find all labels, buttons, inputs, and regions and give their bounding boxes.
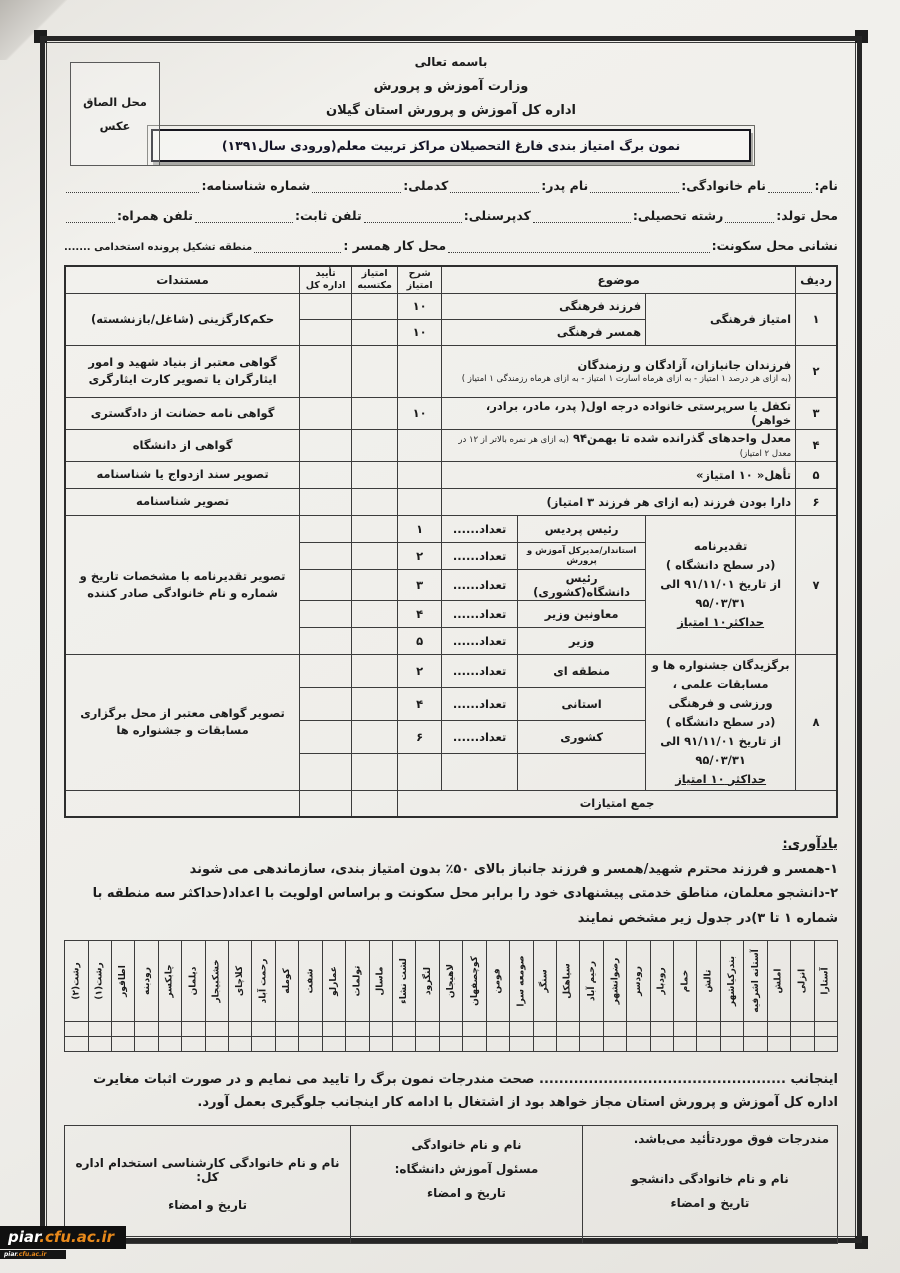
form-title-box — [151, 129, 751, 162]
region-cell: رودبار — [650, 940, 673, 1021]
table-row-6 — [65, 488, 837, 515]
region-cell: کومله — [275, 940, 298, 1021]
confirmation-note: مندرجات فوق موردتأئید می‌باشد. — [633, 1131, 829, 1146]
score-value: ۵ — [398, 627, 442, 654]
region-cell: رودسر — [627, 940, 650, 1021]
approval-blank — [300, 687, 352, 720]
field-label-mobile: تلفن همراه: — [117, 208, 193, 223]
form-title: نمون برگ امتیاز بندی فارغ التحصیلان مراکز تربیت معلم(ورودی سال۱۳۹۱) — [221, 138, 681, 153]
university-officer-label: مسئول آموزش دانشگاه: — [394, 1161, 539, 1176]
count-field: تعداد...... — [442, 600, 518, 627]
score-value: ۱۰ — [398, 293, 442, 319]
bismillah-text: باسمه تعالی — [414, 55, 488, 69]
region-cell: دیلمان — [182, 940, 205, 1021]
table-row-7a — [65, 515, 837, 542]
score-value: ۲ — [398, 654, 442, 687]
declaration-text: اینجانب .................................................. صحت مندرجات نمون برگ را تایید می نمایم و در صورت اثبات مغایرت اداره کل آموزش و پرورش استان مجاز خواهد بود از اشتغال با ادامه کار اینجانب جلوگیری بعمل آورد. — [93, 1071, 838, 1111]
earned-score-blank — [352, 293, 398, 319]
count-field: تعداد...... — [442, 515, 518, 542]
blank-line — [448, 239, 710, 253]
ministry-name: وزارت آموزش و پرورش — [373, 79, 529, 94]
letterhead — [64, 48, 838, 117]
approval-blank — [300, 654, 352, 687]
field-label-id-number: شماره شناسنامه: — [201, 178, 311, 193]
info-line-3 — [64, 238, 838, 253]
region-cell: رشت(۱) — [88, 940, 111, 1021]
col-header-approval: تأیید اداره کل — [300, 266, 352, 293]
region-cell: عمارلو — [322, 940, 345, 1021]
region-cell: تولمات — [346, 940, 369, 1021]
topic-commendation: تقدیرنامه (در سطح دانشگاه ) از تاریخ ۹۱/۱۱/۰۱ الی ۹۵/۰۳/۳۱ حداکثر۱۰ امتیاز — [646, 515, 796, 654]
info-line-1 — [64, 178, 838, 193]
table-row-5 — [65, 461, 837, 488]
earned-score-blank — [352, 429, 398, 461]
col-header-row: ردیف — [796, 266, 837, 293]
score-value: ۴ — [398, 600, 442, 627]
col-header-documents: مستندات — [65, 266, 300, 293]
region-priority-row-2 — [65, 1036, 838, 1051]
field-label-national-id: کدملی: — [403, 178, 449, 193]
reminder-section — [64, 832, 838, 932]
university-signature-label: تاریخ و امضاء — [427, 1185, 506, 1200]
reminder-heading: یادآوری: — [782, 836, 838, 853]
earned-score-blank — [352, 542, 398, 569]
personal-info-section — [64, 178, 838, 253]
col-header-subject: موضوع — [442, 266, 796, 293]
score-value: ۲ — [398, 542, 442, 569]
commendation-issuer: رئیس دانشگاه(کشوری) — [518, 569, 646, 600]
earned-score-blank — [352, 345, 398, 397]
table-row-total — [65, 790, 837, 817]
total-score-label: جمع امتیازات — [398, 790, 837, 817]
level-blank — [518, 753, 646, 790]
student-name-label: نام و نام خانوادگی دانشجو — [631, 1171, 789, 1186]
documents-cell: گواهی نامه حضانت از دادگستری — [65, 397, 300, 429]
field-label-spouse-work: محل کار همسر : — [343, 238, 447, 253]
topic-children: دارا بودن فرزند (به ازای هر فرزند ۳ امتیاز) — [442, 488, 796, 515]
region-cell: لنگرود — [416, 940, 439, 1021]
blank-line — [66, 209, 115, 223]
region-cell: رحمت آباد — [252, 940, 275, 1021]
region-cell: رودبنه — [135, 940, 158, 1021]
blank-line — [254, 239, 341, 253]
region-priority-row-1 — [65, 1021, 838, 1036]
commendation-issuer: رئیس پردیس — [518, 515, 646, 542]
score-value: ۱ — [398, 515, 442, 542]
score-value: ۶ — [398, 720, 442, 753]
region-cell: آستارا — [814, 940, 837, 1021]
region-cell: ماسال — [369, 940, 392, 1021]
university-name-label: نام و نام خانوادگی — [411, 1137, 522, 1152]
score-blank — [398, 753, 442, 790]
approval-blank — [300, 345, 352, 397]
approval-blank — [300, 600, 352, 627]
photo-box-label-1: محل الصاق — [83, 95, 147, 109]
approval-blank — [300, 542, 352, 569]
blank-line — [590, 179, 679, 193]
blank-line — [312, 179, 401, 193]
blank-line — [768, 179, 812, 193]
commendation-issuer: وزیر — [518, 627, 646, 654]
field-label-birthplace: محل تولد: — [776, 208, 838, 223]
documents-cell: گواهی از دانشگاه — [65, 429, 300, 461]
count-field: تعداد...... — [442, 542, 518, 569]
region-cell: فومن — [486, 940, 509, 1021]
student-signature-label: تاریخ و امضاء — [670, 1195, 750, 1210]
approval-blank — [300, 569, 352, 600]
row-number: ۴ — [796, 429, 837, 461]
approval-blank — [300, 461, 352, 488]
region-cell: چابکسر — [158, 940, 181, 1021]
topic-cultural-score: امتیاز فرهنگی — [646, 293, 796, 345]
region-cell: بندرکیاشهر — [720, 940, 743, 1021]
documents-cell: تصویر گواهی معتبر از محل برگزاری مسابقات و جشنواره ها — [65, 654, 300, 790]
count-field: تعداد...... — [442, 627, 518, 654]
topic-gpa: معدل واحدهای گذرانده شده تا بهمن۹۴ (به ازای هر نمره بالاتر از ۱۲ در معدل ۲ امتیاز) — [442, 429, 796, 461]
competition-level: استانی — [518, 687, 646, 720]
score-blank — [398, 488, 442, 515]
watermark-sub: piar.cfu.ac.ir — [0, 1250, 66, 1259]
row-number: ۲ — [796, 345, 837, 397]
field-label-major: رشته تحصیلی: — [632, 208, 724, 223]
region-cell: رضوانشهر — [603, 940, 626, 1021]
earned-score-blank — [352, 461, 398, 488]
topic-note: (به ازای هر نمره بالاتر از ۱۲ در معدل ۲ امتیاز) — [458, 435, 792, 460]
blank-line — [450, 179, 539, 193]
documents-cell: تصویر سند ازدواج یا شناسنامه — [65, 461, 300, 488]
score-blank — [398, 429, 442, 461]
row-number: ۵ — [796, 461, 837, 488]
approval-blank — [300, 627, 352, 654]
count-field: تعداد...... — [442, 654, 518, 687]
approval-blank — [300, 397, 352, 429]
approval-blank — [300, 790, 352, 817]
row-number: ۸ — [796, 654, 837, 790]
competition-level: کشوری — [518, 720, 646, 753]
score-value: ۳ — [398, 569, 442, 600]
topic-veterans-children: فرزندان جانبازان، آزادگان و رزمندگان (به ازای هر درصد ۱ امتیاز - به ازای هرماه اسارت ۱ امتیاز - به ازای هرماه رزمندگی ۱ امتیاز ) — [442, 345, 796, 397]
earned-score-blank — [352, 569, 398, 600]
photo-attach-box — [70, 62, 160, 166]
region-cell: کلاچای — [229, 940, 252, 1021]
blank-line — [725, 209, 774, 223]
count-field: تعداد...... — [442, 569, 518, 600]
region-table — [64, 940, 838, 1052]
blank-line — [364, 209, 462, 223]
region-cell: لاهیجان — [439, 940, 462, 1021]
table-row-1a — [65, 293, 837, 319]
region-cell: شفت — [299, 940, 322, 1021]
table-row-4 — [65, 429, 837, 461]
row-number: ۶ — [796, 488, 837, 515]
region-cell: آستانه اشرفیه — [744, 940, 767, 1021]
signature-cell-student — [582, 1125, 837, 1243]
score-table-header — [65, 266, 837, 293]
region-cell: کوچصفهان — [463, 940, 486, 1021]
field-label-phone: تلفن ثابت: — [294, 208, 362, 223]
earned-score-blank — [352, 627, 398, 654]
sub-cultural-child: فرزند فرهنگی — [442, 293, 646, 319]
score-table — [64, 265, 838, 818]
region-cell: خمام — [674, 940, 697, 1021]
site-watermark — [0, 1226, 126, 1259]
documents-blank — [65, 790, 300, 817]
form-content — [52, 44, 850, 1235]
documents-cell: حکم‌کارگزینی (شاغل/بازنشسته) — [65, 293, 300, 345]
sub-cultural-spouse: همسر فرهنگی — [442, 319, 646, 345]
field-label-name: نام: — [814, 178, 838, 193]
approval-blank — [300, 429, 352, 461]
count-field: تعداد...... — [442, 720, 518, 753]
region-cell: اطاقور — [111, 940, 134, 1021]
region-cell: سیاهکل — [556, 940, 579, 1021]
reminder-item-2: ۲-دانشجو معلمان، مناطق خدمتی پیشنهادی خود را برابر محل سکونت و براساس اولویت با اعداد(حداکثر سه منطقه با شماره ۱ تا ۳)در جدول زیر مشخص نمایند — [92, 886, 838, 927]
documents-cell: تصویر تقدیرنامه با مشخصات تاریخ و شماره و نام خانوادگی صادر کننده — [65, 515, 300, 654]
approval-blank — [300, 753, 352, 790]
competition-level: منطقه ای — [518, 654, 646, 687]
approval-blank — [300, 319, 352, 345]
signature-cell-university — [351, 1125, 583, 1243]
score-value: ۴ — [398, 687, 442, 720]
field-label-family: نام خانوادگی: — [681, 178, 766, 193]
region-cell: انزلی — [791, 940, 814, 1021]
region-cell: رحیم آباد — [580, 940, 603, 1021]
watermark-main: piar.cfu.ac.ir — [0, 1226, 126, 1249]
row-number: ۷ — [796, 515, 837, 654]
count-field: تعداد...... — [442, 687, 518, 720]
office-expert-label: نام و نام خانوادگی کارشناسی استخدام اداره کل: — [75, 1156, 340, 1185]
blank-line — [195, 209, 293, 223]
earned-score-blank — [352, 687, 398, 720]
earned-score-blank — [352, 753, 398, 790]
table-row-2 — [65, 345, 837, 397]
earned-score-blank — [352, 654, 398, 687]
region-cell: املش — [767, 940, 790, 1021]
signature-table — [64, 1125, 838, 1244]
approval-blank — [300, 488, 352, 515]
region-cell: لشت نشاء — [392, 940, 415, 1021]
field-label-personnel-code: کدپرسنلی: — [463, 208, 531, 223]
col-header-score-desc: شرح امتیاز — [398, 266, 442, 293]
photo-box-label-2: عکس — [99, 119, 131, 133]
table-row-8a — [65, 654, 837, 687]
table-row-3 — [65, 397, 837, 429]
score-value: ۱۰ — [398, 319, 442, 345]
approval-blank — [300, 720, 352, 753]
earned-score-blank — [352, 515, 398, 542]
region-cell: خشکبیجار — [205, 940, 228, 1021]
count-blank — [442, 753, 518, 790]
topic-competitions: برگزیدگان جشنواره ها و مسابقات علمی ، ورزشی و فرهنگی (در سطح دانشگاه ) از تاریخ ۹۱/۱۱/۰۱ الی ۹۵/۰۳/۳۱ حداکثر ۱۰ امتیاز — [646, 654, 796, 790]
topic-marriage: تأهل« ۱۰ امتیاز» — [442, 461, 796, 488]
topic-note: (به ازای هر درصد ۱ امتیاز - به ازای هرماه اسارت ۱ امتیاز - به ازای هرماه رزمندگی ۱ امتیاز ) — [461, 374, 792, 385]
field-label-employment-zone: منطقه تشکیل پرونده استخدامی ....... — [64, 242, 253, 253]
blank-line — [533, 209, 631, 223]
earned-score-blank — [352, 488, 398, 515]
row-number: ۳ — [796, 397, 837, 429]
region-cell: رشت(۲) — [65, 940, 89, 1021]
department-name: اداره کل آموزش و پرورش استان گیلان — [325, 103, 577, 118]
region-cell: صومعه سرا — [510, 940, 533, 1021]
commendation-issuer: معاونین وزیر — [518, 600, 646, 627]
approval-blank — [300, 293, 352, 319]
documents-cell: گواهی معتبر از بنیاد شهید و امور ایثارگران یا تصویر کارت ایثارگری — [65, 345, 300, 397]
score-value: ۱۰ — [398, 397, 442, 429]
region-cell: سنگر — [533, 940, 556, 1021]
earned-score-blank — [352, 600, 398, 627]
documents-cell: تصویر شناسنامه — [65, 488, 300, 515]
col-header-score-earned: امتیاز مکتسبه — [352, 266, 398, 293]
reminder-item-1: ۱-همسر و فرزند محترم شهید/همسر و فرزند جانباز بالای ۵۰٪ بدون امتیاز بندی، سازماندهی می شوند — [189, 861, 838, 877]
blank-line — [66, 179, 199, 193]
info-line-2 — [64, 208, 838, 223]
earned-score-blank — [352, 319, 398, 345]
commendation-issuer: استاندار/مدیرکل آموزش و پرورش — [518, 542, 646, 569]
approval-blank — [300, 515, 352, 542]
row-number: ۱ — [796, 293, 837, 345]
region-cell: تالش — [697, 940, 720, 1021]
office-signature-label: تاریخ و امضاء — [168, 1198, 247, 1213]
region-name-row — [65, 940, 838, 1021]
field-label-father: نام پدر: — [541, 178, 589, 193]
field-label-address: نشانی محل سکونت: — [711, 238, 838, 253]
score-blank — [398, 345, 442, 397]
earned-score-blank — [352, 720, 398, 753]
earned-score-blank — [352, 790, 398, 817]
topic-family-guardianship: تکفل یا سرپرستی خانواده درجه اول( پدر، مادر، برادر، خواهر) — [442, 397, 796, 429]
score-blank — [398, 461, 442, 488]
earned-score-blank — [352, 397, 398, 429]
